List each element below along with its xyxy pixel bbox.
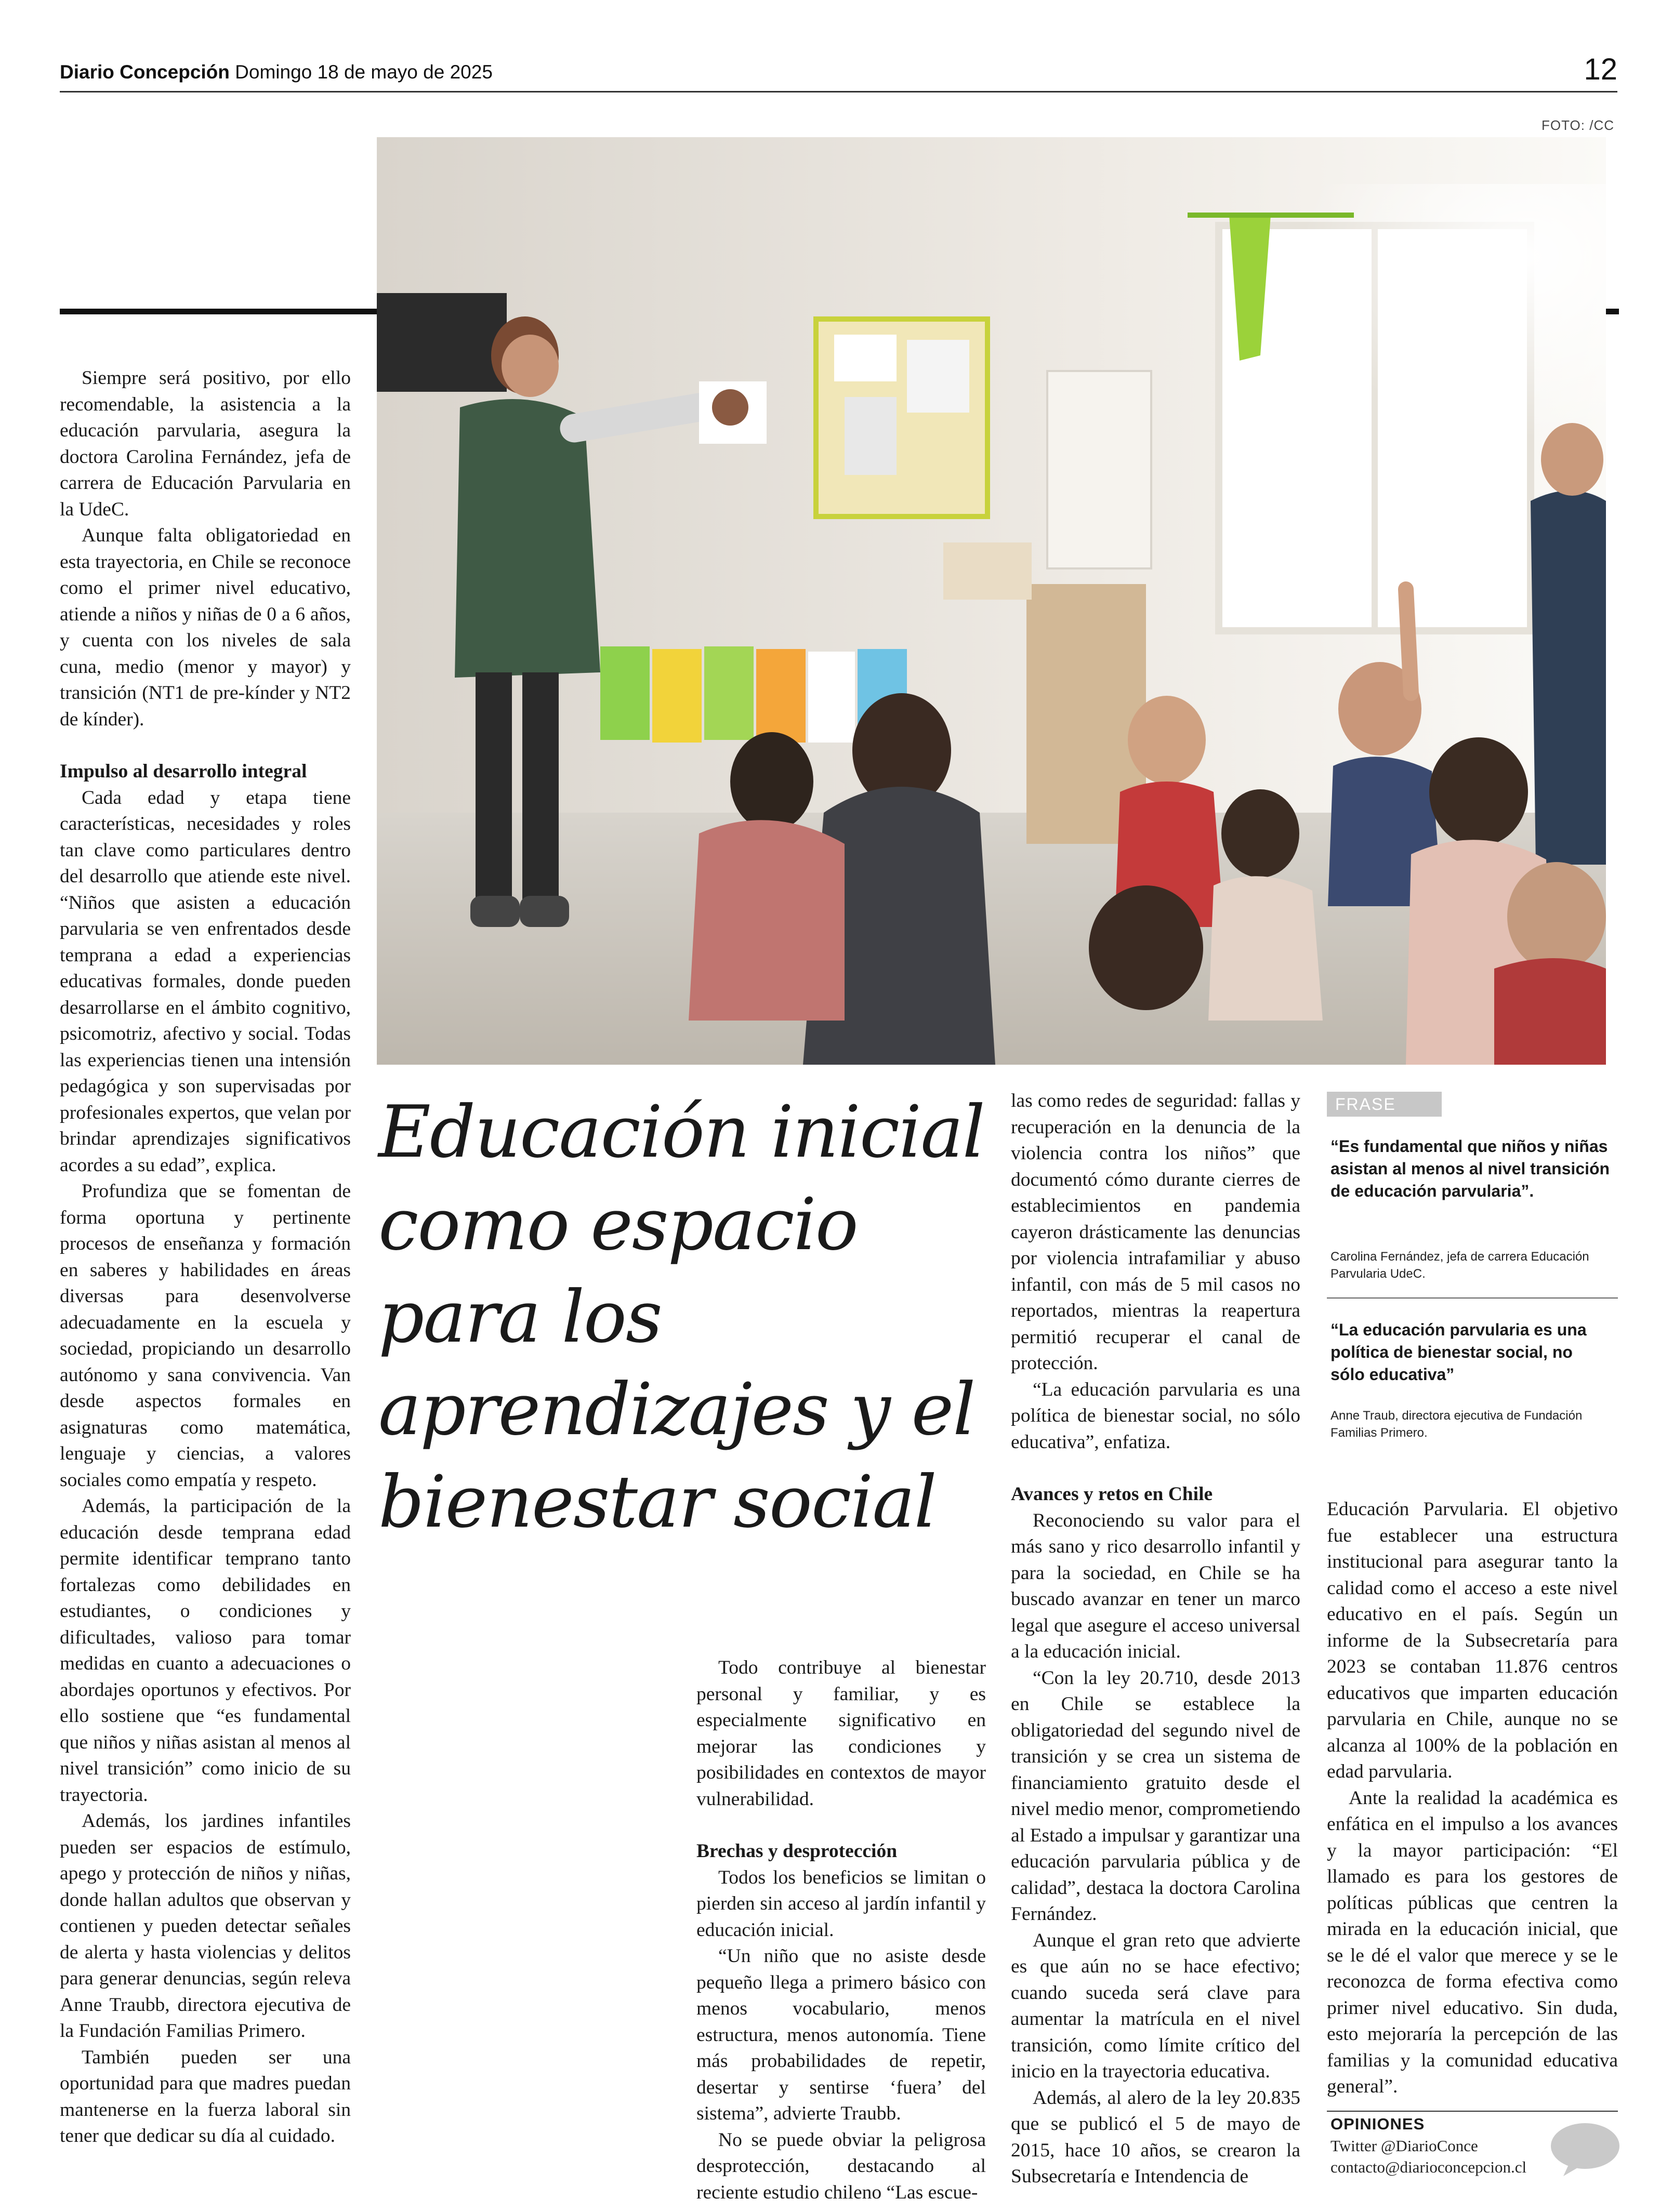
paragraph: las como redes de seguridad: fallas y recuperación en la denuncia de la violencia contra los niños” que documentó cómo durante cierres de establecimientos en pandemia cayeron drásticamente las denuncias por violencia intrafamiliar y abuso infantil, con más de 5 mil casos no reportados, mientras la reapertura permitió recuperar el canal de protección. — [1011, 1090, 1300, 1374]
classroom-photo — [377, 137, 1606, 1065]
opiniones-email: contacto@diarioconcepcion.cl — [1330, 2158, 1527, 2176]
paragraph: Todos los beneficios se limitan o pierden sin acceso al jardín infantil y educación inicial. — [696, 1866, 986, 1941]
paragraph: “Con la ley 20.710, desde 2013 en Chile se establece la obligatoriedad del segundo nivel de transición y se crea un sistema de financiamiento gratuito desde el nivel medio menor, comprometiendo al Estado a impulsar y garantizar una educación parvularia pública y de calidad”, destaca la doctora Carolina Fernández. — [1011, 1667, 1300, 1925]
subheading: Avances y retos en Chile — [1011, 1484, 1213, 1505]
paragraph: “Un niño que no asiste desde pequeño llega a primero básico con menos vocabulario, menos estructura, menos autonomía. Tiene más probabilidades de repetir, desertar y sentirse ‘fuera’ del sistema”, advierte Traubb. — [696, 1945, 986, 2124]
paragraph: Profundiza que se fomentan de forma oportuna y pertinente procesos de enseñanza y formación en saberes y habilidades en áreas diversas para desenvolverse adecuadamente en la escuela y sociedad, propiciando un desarrollo autónomo y sana convivencia. Van desde aspectos formales en asignaturas como matemática, lenguaje y ciencias, a valores sociales como empatía y respeto. — [60, 1181, 351, 1491]
paragraph: Reconociendo su valor para el más sano y rico desarrollo infantil y para la sociedad, en Chile se ha buscado avanzar en tener un marco legal que asegure el acceso universal a la educación inicial. — [1011, 1509, 1300, 1662]
paragraph: Aunque falta obligatoriedad en esta trayectoria, en Chile se reconoce como el primer nivel educativo, atiende a niños y niñas de 0 a 6 años, y cuenta con los niveles de sala cuna, medio (menor y mayor) y transición (NT1 de pre-kínder y NT2 de kínder). — [60, 525, 351, 730]
article-column-4 — [1011, 1088, 1300, 2190]
paragraph: “La educación parvularia es una política de bienestar social, no sólo educativa”, enfatiza. — [1011, 1379, 1300, 1453]
paragraph: Además, la participación de la educación desde temprana edad permite identificar temprano tanto fortalezas como debilidades en estudiantes, o condiciones y dificultades, valioso para tomar medidas en cuanto a adecuaciones o abordajes oportunos y efectivos. Por ello sostiene que “es fundamental que niños y niñas asistan al menos al nivel transición” como inicio de su trayectoria. — [60, 1495, 351, 1806]
paragraph: Aunque el gran reto que advierte es que aún no se hace efectivo; cuando suceda será clave para aumentar la matrícula en el nivel transición, como límite crítico del inicio en la trayectoria educativa. — [1011, 1929, 1300, 2082]
pull-quote-2: “La educación parvularia es una política de bienestar social, no sólo educativa” — [1330, 1320, 1587, 1384]
article-column-1 — [60, 365, 351, 2150]
article-column-5 — [1327, 1496, 1618, 2100]
speech-bubble-icon — [1549, 2121, 1622, 2178]
opiniones-twitter: Twitter @DiarioConce — [1330, 2137, 1478, 2155]
subheading: Impulso al desarrollo integral — [60, 761, 307, 782]
quote-attribution-2: Anne Traub, directora ejecutiva de Fundación Familias Primero. — [1330, 1409, 1583, 1440]
paragraph: Además, al alero de la ley 20.835 que se publicó el 5 de mayo de 2015, hace 10 años, se crearon la Subsecretaría e Intendencia de — [1011, 2087, 1300, 2187]
article-column-3 — [696, 1655, 986, 2206]
header-rule — [60, 91, 1617, 92]
paragraph: También pueden ser una oportunidad para que madres puedan mantenerse en la fuerza laboral sin tener que dedicar su día al cuidado. — [60, 2046, 351, 2147]
paragraph: No se puede obviar la peligrosa desprotección, destacando al reciente estudio chileno “Las escue- — [696, 2129, 986, 2203]
paragraph: Educación Parvularia. El objetivo fue establecer una estructura institucional para asegurar tanto la calidad como el acceso a este nivel educativo en el país. Según un informe de la Subsecretaría para 2023 se contaban 11.876 centros educativos que imparten educación parvularia en Chile, aunque no se alcanza al 100% de la población en edad parvularia. — [1327, 1499, 1618, 1782]
frase-tag: FRASE — [1327, 1092, 1442, 1117]
paragraph: Todo contribuye al bienestar personal y familiar, y es especialmente significativo en mejorar las condiciones y posibilidades en contextos de mayor vulnerabilidad. — [696, 1657, 986, 1810]
photo-credit: FOTO: /CC — [1542, 117, 1614, 133]
masthead — [60, 61, 493, 83]
issue-date: Domingo 18 de mayo de 2025 — [235, 61, 493, 83]
paragraph: Cada edad y etapa tiene características, necesidades y roles tan clave como particulares dentro del desarrollo que atiende este nivel. “Niños que asisten a educación parvularia se ven enfrentados desde temprana a edad a experiencias educativas formales, donde pueden desarrollarse en el ámbito cognitivo, psicomotriz, afectivo y social. Todas las experiencias tienen una intensión pedagógica y son supervisadas por profesionales expertos, que velan por brindar aprendizajes significativos acordes a su edad”, explica. — [60, 787, 351, 1176]
page-number: 12 — [1584, 52, 1617, 86]
opiniones-rule — [1327, 2111, 1618, 2112]
paragraph: Siempre será positivo, por ello recomendable, la asistencia a la educación parvularia, asegura la doctora Carolina Fernández, jefa de carrera de Educación Parvularia en la UdeC. — [60, 367, 351, 520]
article-headline: Educación inicial como espacio para los aprendizajes y el bienestar social — [378, 1090, 984, 1544]
paragraph: Además, los jardines infantiles pueden ser espacios de estímulo, apego y protección de niños y niñas, donde hallan adultos que observan y contienen y pueden detectar señales de alerta y hasta violencias y delitos para generar denuncias, según releva Anne Traubb, directora ejecutiva de la Fundación Familias Primero. — [60, 1810, 351, 2042]
quote-attribution-1: Carolina Fernández, jefa de carrera Educación Parvularia UdeC. — [1330, 1250, 1589, 1281]
subheading: Brechas y desprotección — [696, 1840, 898, 1862]
newspaper-name: Diario Concepción — [60, 61, 230, 83]
paragraph: Ante la realidad la académica es enfática en el impulso a los avances y la mayor participación: “El llamado es para los gestores de políticas públicas que centren la mirada en la educación inicial, que se le dé el valor que merece y se le reconozca de forma efectiva como primer nivel educativo. Sin duda, esto mejoraría la percepción de las familias y la comunidad educativa general”. — [1327, 1787, 1618, 2097]
pull-quote-1: “Es fundamental que niños y niñas asistan al menos al nivel transición de educación parvularia”. — [1330, 1137, 1610, 1200]
quote-divider — [1327, 1297, 1618, 1299]
opiniones-title: OPINIONES — [1330, 2115, 1425, 2133]
